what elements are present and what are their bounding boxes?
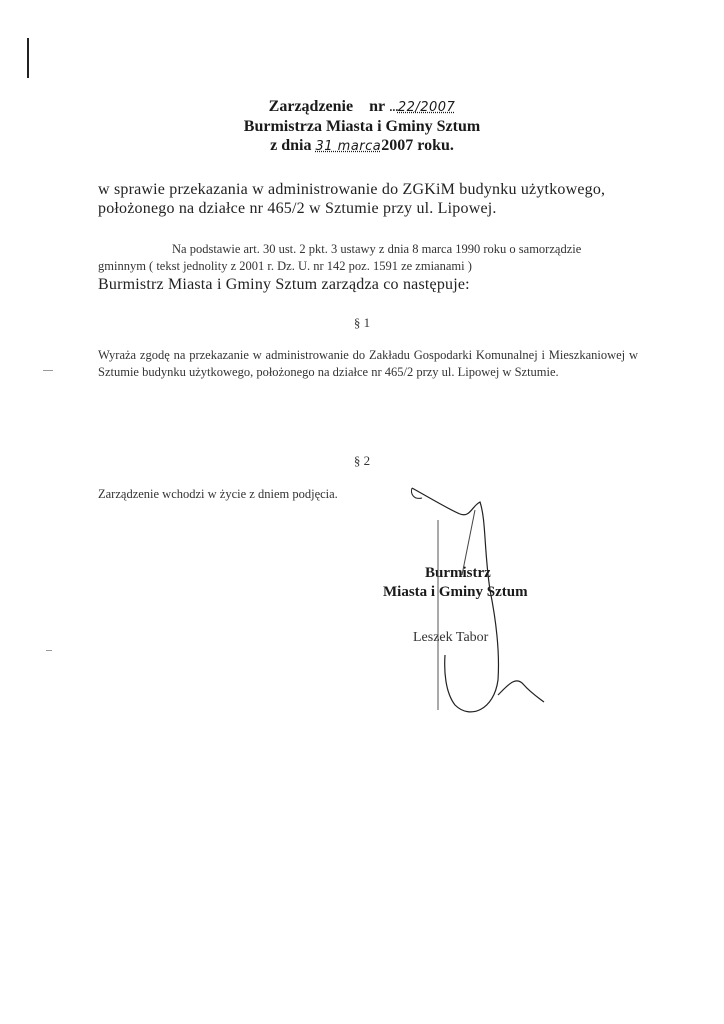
signature-title-2: Miasta i Gminy Sztum xyxy=(383,584,528,600)
section-1-text: Wyraża zgodę na przekazanie w administrowanie do Zakładu Gospodarki Komunalnej i Mieszkaniowej w Sztumie budynku użytkowego, położonego na działce nr 465/2 przy ul. Lipowej w Sztumie. xyxy=(98,348,638,379)
order-number-label: nr xyxy=(369,98,385,115)
date-suffix: 2007 roku. xyxy=(381,137,454,154)
issuer-line: Burmistrza Miasta i Gminy Sztum xyxy=(243,118,481,135)
subject-line-1: w sprawie przekazania w administrowanie do ZGKiM budynku użytkowego, xyxy=(98,181,606,198)
scan-margin-line xyxy=(27,38,29,78)
order-number-dots: ... xyxy=(388,98,398,115)
legal-basis-line-2: gminnym ( tekst jednolity z 2001 r. Dz. U. nr 142 poz. 1591 ze zmianami ) xyxy=(98,259,472,273)
order-title-line xyxy=(0,97,724,117)
signature-name: Leszek Tabor xyxy=(413,630,489,645)
decides-line: Burmistrz Miasta i Gminy Sztum zarządza co następuje: xyxy=(98,276,470,293)
scan-margin-dash xyxy=(46,650,52,651)
scan-margin-dash xyxy=(43,370,53,371)
order-number-handwritten: 22/2007 xyxy=(397,100,456,115)
section-2-mark: § 2 xyxy=(353,453,371,468)
subject-line-2: położonego na działce nr 465/2 w Sztumie przy ul. Lipowej. xyxy=(98,200,497,217)
date-prefix: z dnia xyxy=(270,137,312,154)
signature-stroke-slash xyxy=(462,510,475,575)
order-title: Zarządzenie xyxy=(268,98,354,115)
signature-stroke-tail xyxy=(498,681,544,702)
subject-block xyxy=(98,180,638,218)
handwritten-signature xyxy=(400,480,550,720)
date-handwritten: 31 marca xyxy=(315,139,382,154)
legal-basis-line-1: Na podstawie art. 30 ust. 2 pkt. 3 ustawy z dnia 8 marca 1990 roku o samorządzie xyxy=(172,242,582,256)
date-line xyxy=(0,136,724,156)
document-header xyxy=(0,97,724,156)
signature-stroke-loop xyxy=(412,488,499,712)
section-1-mark: § 1 xyxy=(353,315,371,330)
signature-title-1: Burmistrz xyxy=(425,565,491,581)
legal-basis-block xyxy=(98,241,638,275)
section-2-text: Zarządzenie wchodzi w życie z dniem podjęcia. xyxy=(98,487,338,501)
